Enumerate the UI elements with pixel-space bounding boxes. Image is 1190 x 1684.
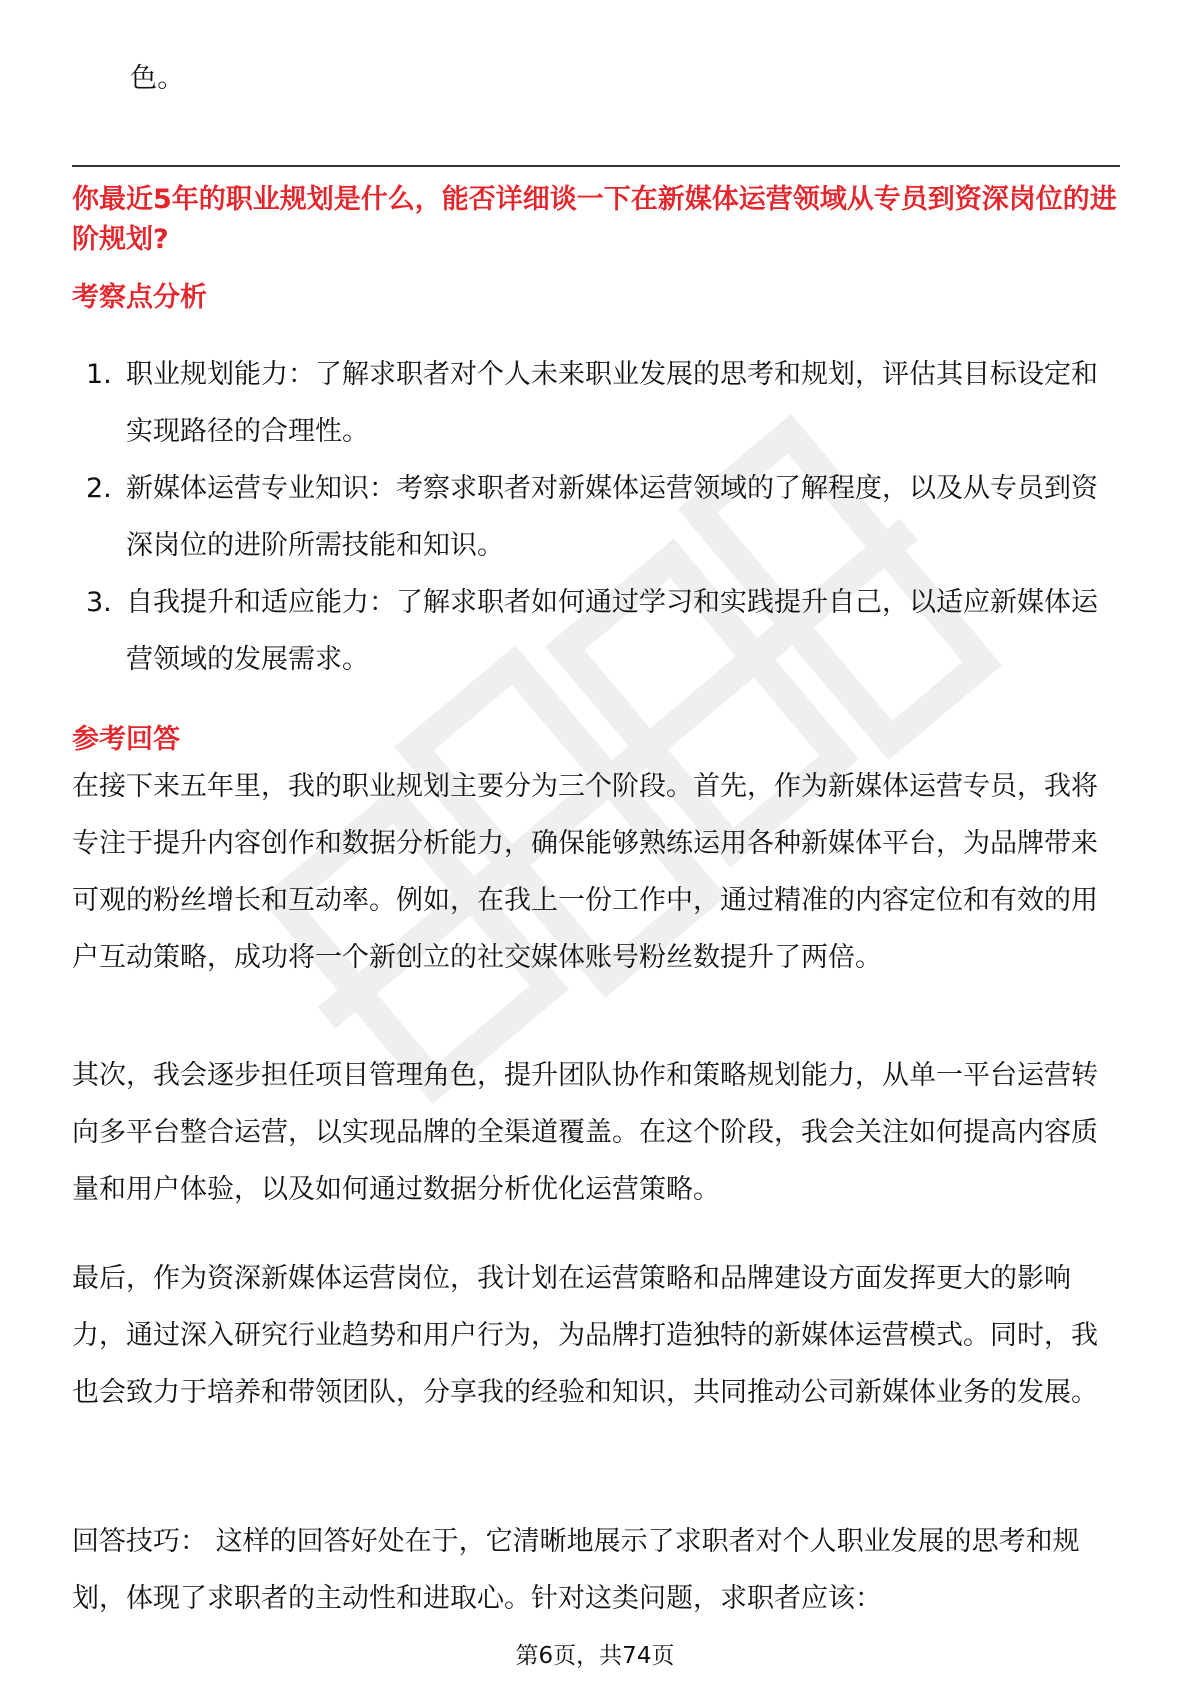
list-item xyxy=(72,574,1122,688)
analysis-title: 考察点分析 xyxy=(72,282,207,313)
list-item-text: 新媒体运营专业知识：考察求职者对新媒体运营领域的了解程度，以及从专员到资深岗位的进阶所需技能和知识。 xyxy=(126,473,1098,561)
list-item-number: 2. xyxy=(86,473,112,504)
list-item-number: 3. xyxy=(86,587,112,618)
answer-tip-paragraph: 回答技巧： 这样的回答好处在于，它清晰地展示了求职者对个人职业发展的思考和规划，体现了求职者的主动性和进取心。针对这类问题，求职者应该： xyxy=(72,1526,1080,1614)
answer-paragraph: 在接下来五年里，我的职业规划主要分为三个阶段。首先，作为新媒体运营专员，我将专注于提升内容创作和数据分析能力，确保能够熟练运用各种新媒体平台，为品牌带来可观的粉丝增长和互动率。例如，在我上一份工作中，通过精准的内容定位和有效的用户互动策略，成功将一个新创立的社交媒体账号粉丝数提升了两倍。 xyxy=(72,771,1098,973)
question-heading: 你最近5年的职业规划是什么，能否详细谈一下在新媒体运营领域从专员到资深岗位的进阶规划? xyxy=(72,184,1117,255)
answer-title: 参考回答 xyxy=(72,724,180,755)
analysis-points-list xyxy=(72,346,1122,688)
section-divider xyxy=(72,165,1120,167)
list-item-text: 职业规划能力：了解求职者对个人未来职业发展的思考和规划，评估其目标设定和实现路径的合理性。 xyxy=(126,359,1098,447)
continued-text: 色。 xyxy=(130,63,185,94)
list-item-text: 自我提升和适应能力：了解求职者如何通过学习和实践提升自己，以适应新媒体运营领域的发展需求。 xyxy=(126,587,1098,675)
list-item xyxy=(72,460,1122,574)
page-number: 第6页，共74页 xyxy=(515,1643,675,1669)
list-item-number: 1. xyxy=(86,359,112,390)
answer-paragraph: 其次，我会逐步担任项目管理角色，提升团队协作和策略规划能力，从单一平台运营转向多平台整合运营，以实现品牌的全渠道覆盖。在这个阶段，我会关注如何提高内容质量和用户体验，以及如何通过数据分析优化运营策略。 xyxy=(72,1060,1098,1205)
answer-paragraph: 最后，作为资深新媒体运营岗位，我计划在运营策略和品牌建设方面发挥更大的影响力，通过深入研究行业趋势和用户行为，为品牌打造独特的新媒体运营模式。同时，我也会致力于培养和带领团队，分享我的经验和知识，共同推动公司新媒体业务的发展。 xyxy=(72,1263,1098,1408)
list-item xyxy=(72,346,1122,460)
